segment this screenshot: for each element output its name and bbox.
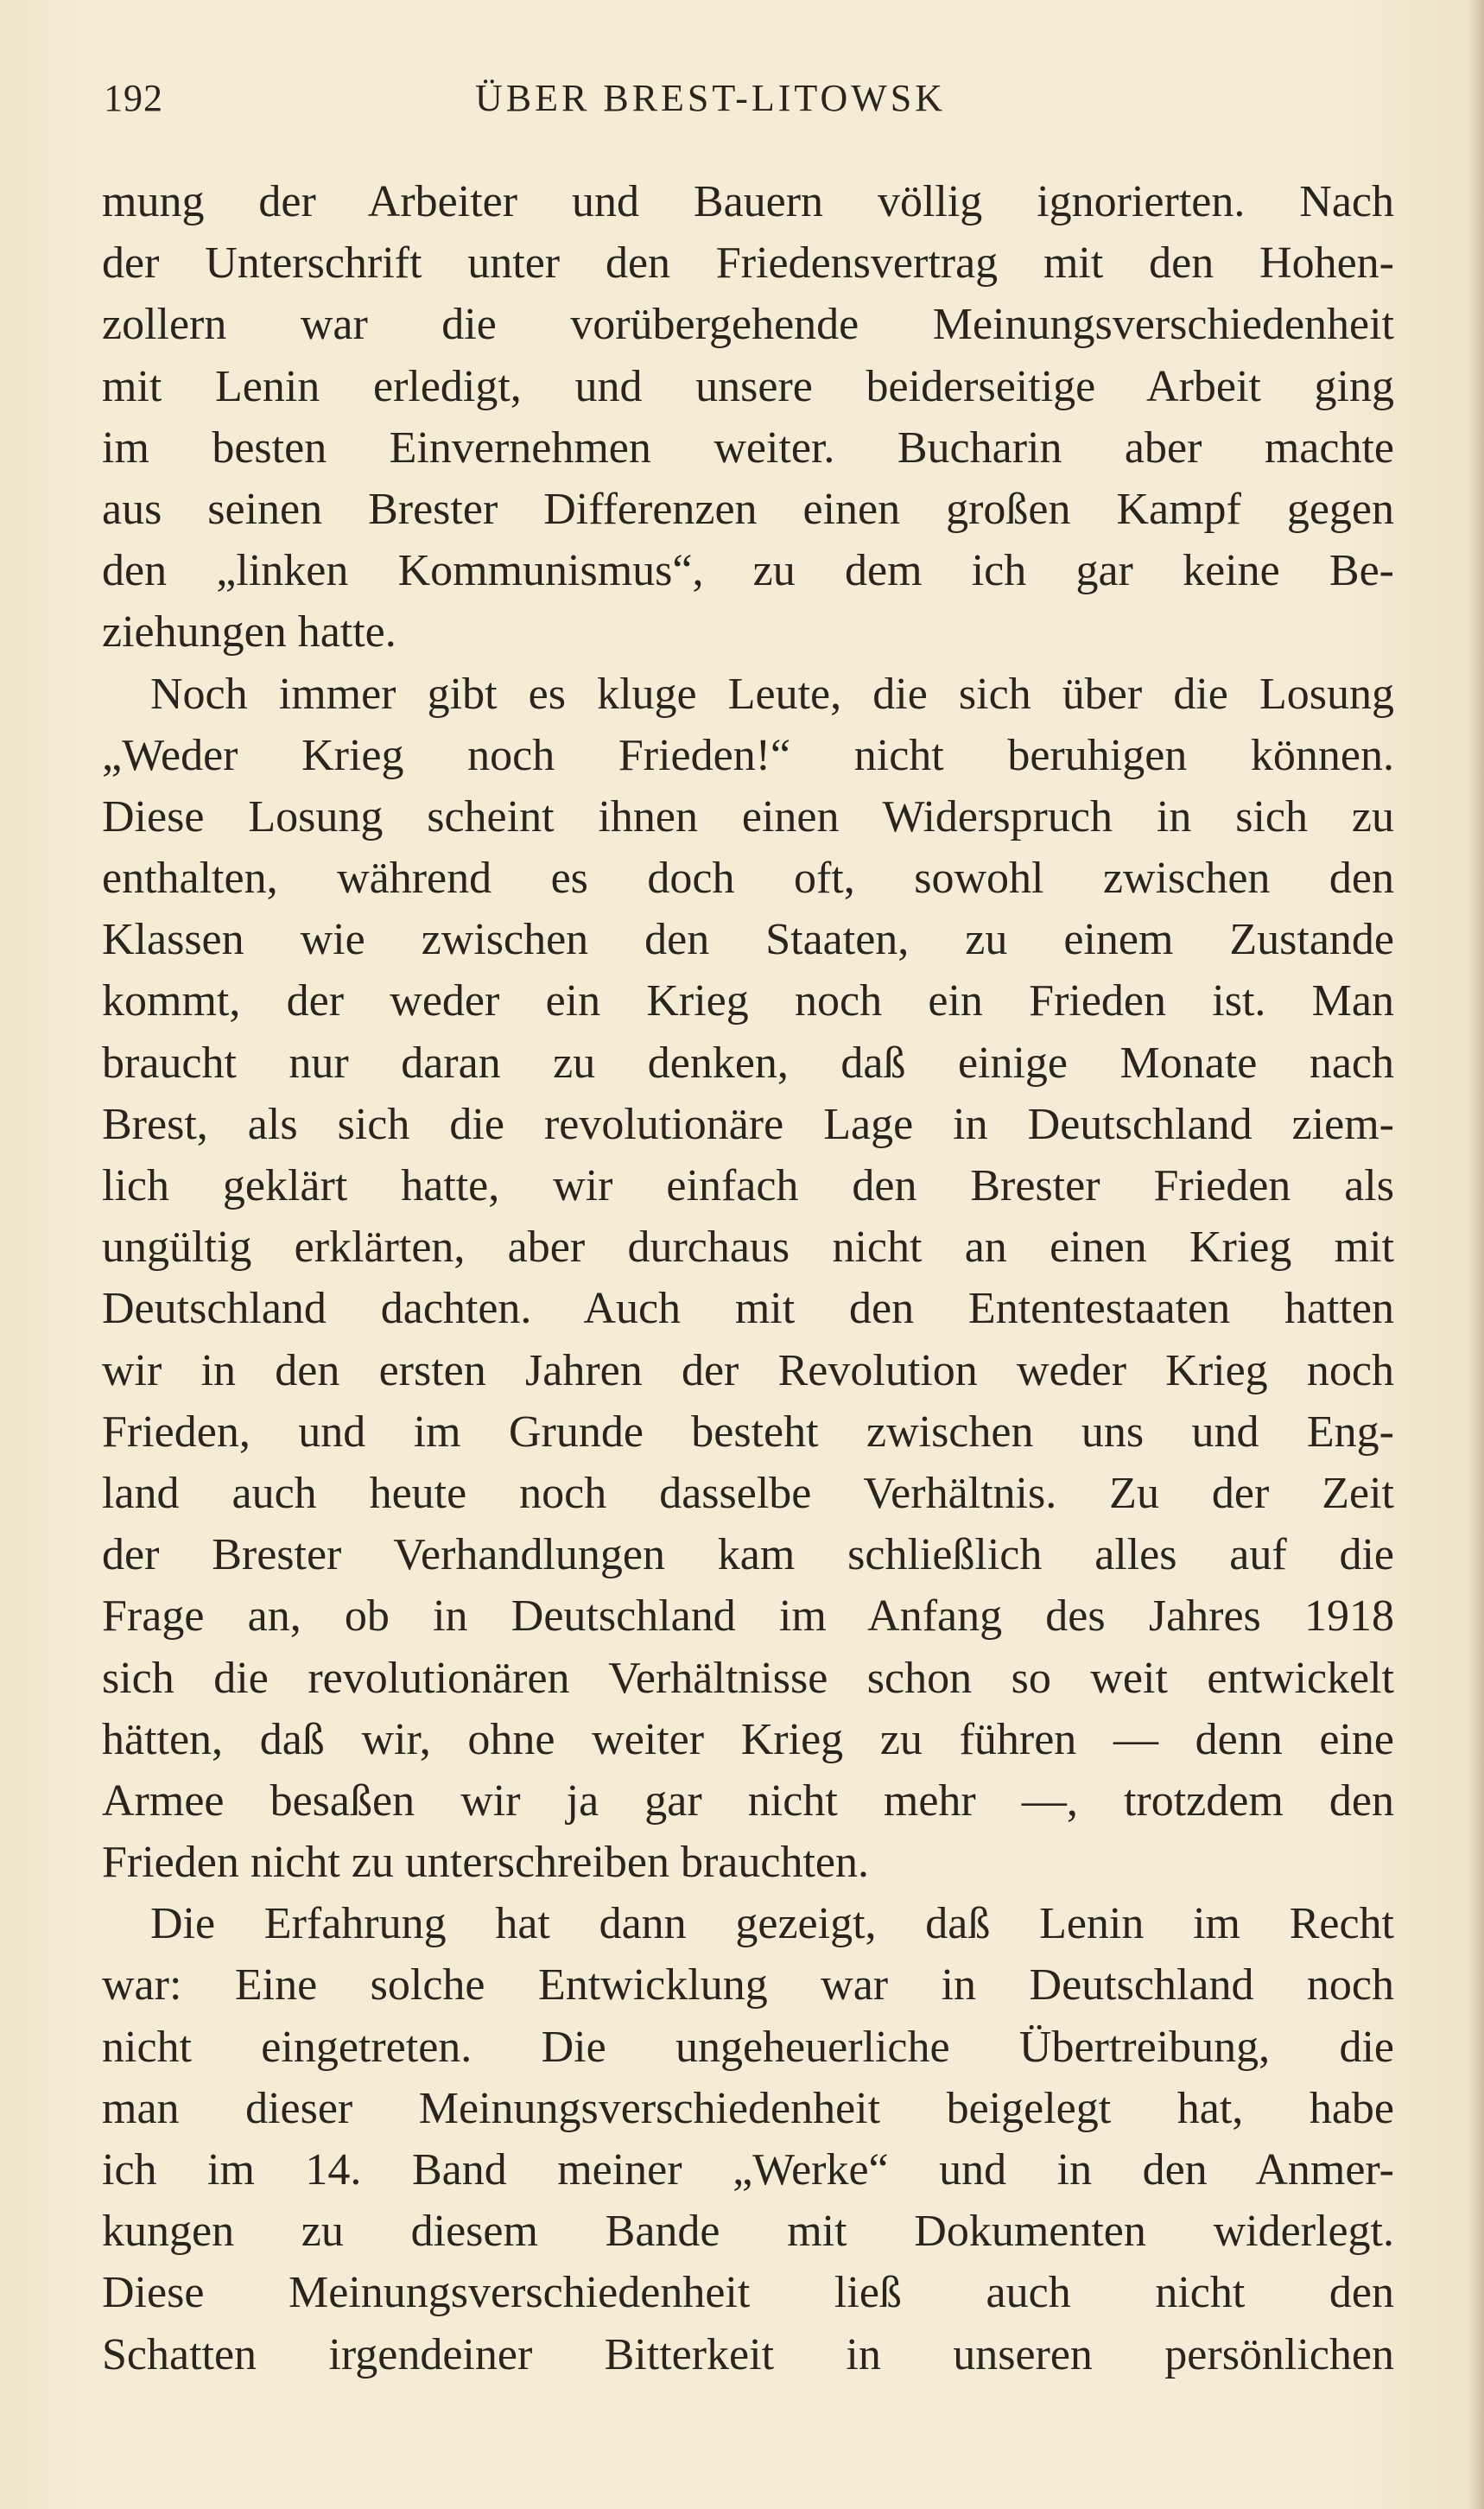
text-line: enthalten, während es doch oft, sowohl zwischen den bbox=[102, 854, 1394, 904]
text-line: Frieden, und im Grunde besteht zwischen uns und Eng- bbox=[102, 1407, 1394, 1457]
text-line: Schatten irgendeiner Bitterkeit in unseren persönlichen bbox=[102, 2329, 1394, 2379]
text-line: im besten Einvernehmen weiter. Bucharin aber machte bbox=[102, 422, 1394, 473]
text-line: „Weder Krieg noch Frieden!“ nicht beruhigen können. bbox=[102, 730, 1394, 780]
text-line: ungültig erklärten, aber durchaus nicht an einen Krieg mit bbox=[102, 1223, 1394, 1273]
paragraph-3 bbox=[102, 1893, 1394, 2385]
text-line: Frage an, ob in Deutschland im Anfang des Jahres 1918 bbox=[102, 1591, 1394, 1642]
text-line: ich im 14. Band meiner „Werke“ und in den Anmer- bbox=[102, 2145, 1394, 2195]
running-title: ÜBER BREST-LITOWSK bbox=[475, 77, 947, 119]
text-line: ziehungen hatte. bbox=[102, 607, 396, 657]
text-line: der Unterschrift unter den Friedensvertrag mit den Hohen- bbox=[102, 238, 1394, 289]
text-line: der Brester Verhandlungen kam schließlich alles auf die bbox=[102, 1530, 1394, 1580]
text-line: Klassen wie zwischen den Staaten, zu einem Zustande bbox=[102, 915, 1394, 965]
text-line: nicht eingetreten. Die ungeheuerliche Übertreibung, die bbox=[102, 2022, 1394, 2072]
text-line: lich geklärt hatte, wir einfach den Brester Frieden als bbox=[102, 1161, 1394, 1210]
text-line: Brest, als sich die revolutionäre Lage in Deutschland ziem- bbox=[102, 1099, 1394, 1149]
text-line: land auch heute noch dasselbe Verhältnis. Zu der Zeit bbox=[102, 1468, 1394, 1518]
text-line: Die Erfahrung hat dann gezeigt, daß Lenin im Recht bbox=[150, 1899, 1394, 1949]
body-text bbox=[102, 171, 1394, 2385]
text-line: Armee besaßen wir ja gar nicht mehr —, trotzdem den bbox=[102, 1775, 1394, 1826]
text-line: mung der Arbeiter und Bauern völlig ignorierten. Nach bbox=[102, 177, 1394, 226]
text-line: war: Eine solche Entwicklung war in Deutschland noch bbox=[102, 1960, 1394, 2010]
running-head bbox=[104, 76, 1382, 128]
text-line: sich die revolutionären Verhältnisse schon so weit entwickelt bbox=[102, 1653, 1394, 1703]
text-line: braucht nur daran zu denken, daß einige Monate nach bbox=[102, 1038, 1394, 1088]
text-line: aus seinen Brester Differenzen einen großen Kampf gegen bbox=[102, 484, 1394, 534]
text-line: Frieden nicht zu unterschreiben brauchten. bbox=[102, 1838, 869, 1888]
text-line: den „linken Kommunismus“, zu dem ich gar keine Be- bbox=[102, 546, 1394, 596]
text-line: Deutschland dachten. Auch mit den Ententestaaten hatten bbox=[102, 1284, 1394, 1334]
paragraph-1 bbox=[102, 171, 1394, 664]
page-edge-shadow bbox=[1468, 0, 1484, 2509]
text-line: Noch immer gibt es kluge Leute, die sich über die Losung bbox=[150, 669, 1394, 719]
text-line: wir in den ersten Jahren der Revolution weder Krieg noch bbox=[102, 1345, 1394, 1395]
paragraph-2 bbox=[102, 664, 1394, 1894]
text-line: kommt, der weder ein Krieg noch ein Frieden ist. Man bbox=[102, 976, 1394, 1026]
text-line: man dieser Meinungsverschiedenheit beigelegt hat, habe bbox=[102, 2083, 1394, 2133]
text-line: Diese Meinungsverschiedenheit ließ auch nicht den bbox=[102, 2268, 1394, 2318]
text-line: mit Lenin erledigt, und unsere beiderseitige Arbeit ging bbox=[102, 361, 1394, 411]
text-line: Diese Losung scheint ihnen einen Widerspruch in sich zu bbox=[102, 791, 1394, 842]
page-number: 192 bbox=[104, 77, 163, 119]
text-line: kungen zu diesem Bande mit Dokumenten widerlegt. bbox=[102, 2207, 1394, 2257]
text-line: zollern war die vorübergehende Meinungsverschiedenheit bbox=[102, 300, 1394, 350]
text-line: hätten, daß wir, ohne weiter Krieg zu führen — denn eine bbox=[102, 1714, 1394, 1764]
